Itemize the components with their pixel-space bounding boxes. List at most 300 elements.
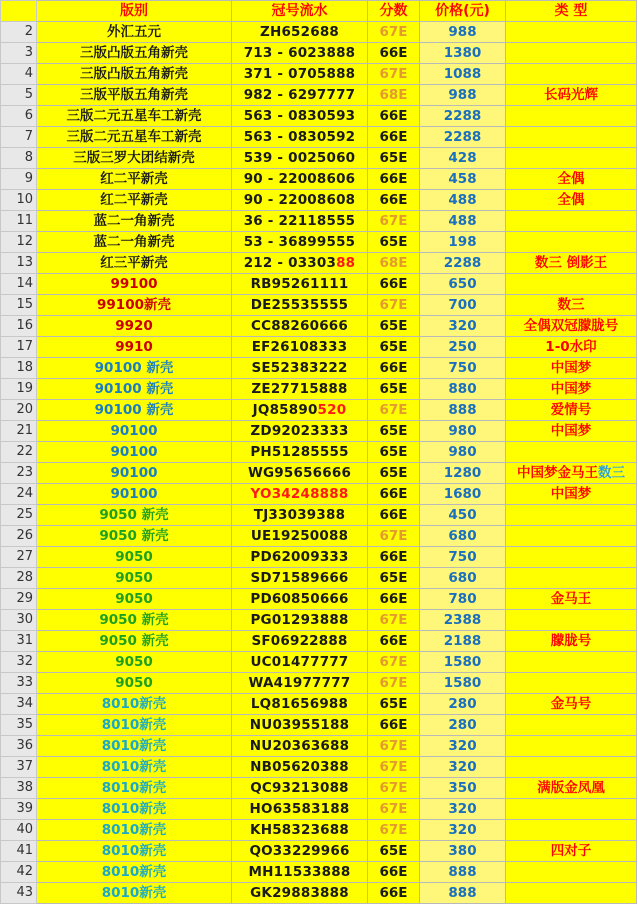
row-number[interactable]: 35 bbox=[1, 715, 37, 736]
row-number[interactable]: 39 bbox=[1, 799, 37, 820]
row-number[interactable]: 38 bbox=[1, 778, 37, 799]
cell-score[interactable]: 67E bbox=[368, 652, 420, 673]
cell-price[interactable]: 1580 bbox=[420, 652, 506, 673]
row-number[interactable]: 14 bbox=[1, 274, 37, 295]
cell-price[interactable]: 458 bbox=[420, 169, 506, 190]
cell-category[interactable] bbox=[506, 841, 637, 862]
cell-score[interactable]: 65E bbox=[368, 568, 420, 589]
cell-price[interactable]: 488 bbox=[420, 211, 506, 232]
cell-serial[interactable] bbox=[232, 211, 368, 232]
cell-type[interactable]: 三版三罗大团结新壳 bbox=[37, 148, 232, 169]
cell-price[interactable]: 680 bbox=[420, 568, 506, 589]
cell-serial[interactable] bbox=[232, 106, 368, 127]
row-number[interactable]: 31 bbox=[1, 631, 37, 652]
table-row bbox=[1, 757, 637, 778]
cell-category[interactable] bbox=[506, 862, 637, 883]
cell-category[interactable] bbox=[506, 694, 637, 715]
row-number[interactable]: 24 bbox=[1, 484, 37, 505]
table-row bbox=[1, 400, 637, 421]
cell-score[interactable]: 66E bbox=[368, 505, 420, 526]
cell-score[interactable]: 67E bbox=[368, 757, 420, 778]
cell-score[interactable]: 67E bbox=[368, 736, 420, 757]
cell-price[interactable]: 350 bbox=[420, 778, 506, 799]
cell-serial[interactable] bbox=[232, 484, 368, 505]
cell-type[interactable]: 90100 bbox=[37, 463, 232, 484]
cell-type[interactable]: 90100 新壳 bbox=[37, 379, 232, 400]
row-number[interactable]: 4 bbox=[1, 64, 37, 85]
cell-serial[interactable] bbox=[232, 400, 368, 421]
row-number[interactable]: 11 bbox=[1, 211, 37, 232]
cell-type[interactable]: 9910 bbox=[37, 337, 232, 358]
cell-category[interactable] bbox=[506, 673, 637, 694]
cell-price[interactable]: 280 bbox=[420, 694, 506, 715]
cell-price[interactable]: 980 bbox=[420, 442, 506, 463]
cell-serial[interactable] bbox=[232, 568, 368, 589]
cell-category[interactable] bbox=[506, 631, 637, 652]
cell-category[interactable] bbox=[506, 43, 637, 64]
cell-category[interactable] bbox=[506, 568, 637, 589]
cell-price[interactable]: 988 bbox=[420, 22, 506, 43]
cell-price[interactable]: 320 bbox=[420, 799, 506, 820]
cell-category[interactable] bbox=[506, 610, 637, 631]
cell-category[interactable] bbox=[506, 232, 637, 253]
cell-score[interactable]: 67E bbox=[368, 64, 420, 85]
row-number[interactable]: 15 bbox=[1, 295, 37, 316]
row-number[interactable]: 2 bbox=[1, 22, 37, 43]
cell-price[interactable]: 280 bbox=[420, 715, 506, 736]
row-number[interactable]: 41 bbox=[1, 841, 37, 862]
cell-price[interactable]: 428 bbox=[420, 148, 506, 169]
cell-score[interactable]: 68E bbox=[368, 253, 420, 274]
cell-category[interactable] bbox=[506, 526, 637, 547]
cell-serial[interactable] bbox=[232, 589, 368, 610]
cell-serial[interactable] bbox=[232, 526, 368, 547]
row-header-corner[interactable] bbox=[1, 1, 37, 22]
cell-score[interactable]: 66E bbox=[368, 631, 420, 652]
cell-price[interactable]: 1280 bbox=[420, 463, 506, 484]
cell-type[interactable]: 9050 bbox=[37, 568, 232, 589]
cell-serial[interactable] bbox=[232, 841, 368, 862]
cell-score[interactable]: 66E bbox=[368, 169, 420, 190]
cell-type[interactable]: 9050 新壳 bbox=[37, 526, 232, 547]
cell-price[interactable]: 320 bbox=[420, 757, 506, 778]
cell-type[interactable]: 蓝二一角新壳 bbox=[37, 232, 232, 253]
cell-score[interactable]: 67E bbox=[368, 610, 420, 631]
category-text: 满版金凤凰 bbox=[537, 780, 605, 796]
cell-price[interactable]: 780 bbox=[420, 589, 506, 610]
cell-serial[interactable] bbox=[232, 715, 368, 736]
cell-type[interactable]: 8010新壳 bbox=[37, 778, 232, 799]
serial-text: 713 - 6023888 bbox=[243, 45, 356, 61]
row-number[interactable]: 19 bbox=[1, 379, 37, 400]
row-number[interactable]: 7 bbox=[1, 127, 37, 148]
cell-type[interactable]: 外汇五元 bbox=[37, 22, 232, 43]
cell-category[interactable] bbox=[506, 148, 637, 169]
cell-serial[interactable] bbox=[232, 883, 368, 904]
cell-score[interactable]: 65E bbox=[368, 463, 420, 484]
row-number[interactable]: 28 bbox=[1, 568, 37, 589]
cell-category[interactable] bbox=[506, 715, 637, 736]
cell-price[interactable]: 2288 bbox=[420, 106, 506, 127]
cell-serial[interactable] bbox=[232, 379, 368, 400]
cell-type[interactable]: 99100 bbox=[37, 274, 232, 295]
cell-category[interactable] bbox=[506, 358, 637, 379]
cell-score[interactable]: 67E bbox=[368, 820, 420, 841]
row-number[interactable]: 5 bbox=[1, 85, 37, 106]
cell-score[interactable]: 66E bbox=[368, 274, 420, 295]
cell-type[interactable]: 8010新壳 bbox=[37, 862, 232, 883]
cell-type[interactable]: 8010新壳 bbox=[37, 757, 232, 778]
cell-score[interactable]: 66E bbox=[368, 358, 420, 379]
cell-serial[interactable] bbox=[232, 778, 368, 799]
row-number[interactable]: 6 bbox=[1, 106, 37, 127]
cell-price[interactable]: 380 bbox=[420, 841, 506, 862]
cell-price[interactable]: 680 bbox=[420, 526, 506, 547]
cell-price[interactable]: 250 bbox=[420, 337, 506, 358]
cell-category[interactable] bbox=[506, 421, 637, 442]
row-number[interactable]: 17 bbox=[1, 337, 37, 358]
cell-serial[interactable] bbox=[232, 358, 368, 379]
cell-score[interactable]: 66E bbox=[368, 127, 420, 148]
serial-text: PD62009333 bbox=[250, 549, 349, 565]
row-number[interactable]: 37 bbox=[1, 757, 37, 778]
cell-score[interactable]: 66E bbox=[368, 43, 420, 64]
serial-text: JQ85890 bbox=[252, 402, 318, 418]
cell-price[interactable]: 1088 bbox=[420, 64, 506, 85]
cell-score[interactable]: 66E bbox=[368, 589, 420, 610]
cell-category[interactable] bbox=[506, 799, 637, 820]
row-number[interactable]: 10 bbox=[1, 190, 37, 211]
cell-type[interactable]: 8010新壳 bbox=[37, 715, 232, 736]
cell-type[interactable]: 8010新壳 bbox=[37, 799, 232, 820]
table-row bbox=[1, 652, 637, 673]
serial-text: QO33229966 bbox=[249, 843, 350, 859]
cell-serial[interactable] bbox=[232, 694, 368, 715]
cell-score[interactable]: 66E bbox=[368, 484, 420, 505]
row-number[interactable]: 29 bbox=[1, 589, 37, 610]
cell-score[interactable]: 66E bbox=[368, 883, 420, 904]
table-row bbox=[1, 694, 637, 715]
cell-price[interactable]: 2388 bbox=[420, 610, 506, 631]
table-row bbox=[1, 883, 637, 904]
table-row bbox=[1, 673, 637, 694]
table-row bbox=[1, 778, 637, 799]
cell-price[interactable]: 198 bbox=[420, 232, 506, 253]
cell-category[interactable] bbox=[506, 589, 637, 610]
cell-category[interactable] bbox=[506, 316, 637, 337]
cell-score[interactable]: 67E bbox=[368, 799, 420, 820]
cell-category[interactable] bbox=[506, 274, 637, 295]
cell-score[interactable]: 66E bbox=[368, 862, 420, 883]
cell-score[interactable]: 67E bbox=[368, 778, 420, 799]
cell-price[interactable]: 2288 bbox=[420, 127, 506, 148]
cell-serial[interactable] bbox=[232, 22, 368, 43]
cell-type[interactable]: 90100 bbox=[37, 421, 232, 442]
cell-type[interactable]: 90100 bbox=[37, 484, 232, 505]
row-number[interactable]: 23 bbox=[1, 463, 37, 484]
cell-category[interactable] bbox=[506, 190, 637, 211]
table-row bbox=[1, 589, 637, 610]
cell-serial[interactable] bbox=[232, 862, 368, 883]
cell-score[interactable]: 67E bbox=[368, 673, 420, 694]
cell-category[interactable] bbox=[506, 253, 637, 274]
cell-score[interactable]: 66E bbox=[368, 106, 420, 127]
cell-type[interactable]: 9050 新壳 bbox=[37, 610, 232, 631]
serial-text: NU20363688 bbox=[249, 738, 350, 754]
cell-type[interactable]: 9050 新壳 bbox=[37, 631, 232, 652]
cell-type[interactable]: 三版二元五星车工新壳 bbox=[37, 127, 232, 148]
cell-type[interactable]: 8010新壳 bbox=[37, 736, 232, 757]
cell-serial[interactable] bbox=[232, 673, 368, 694]
table-row bbox=[1, 421, 637, 442]
cell-price[interactable]: 450 bbox=[420, 505, 506, 526]
cell-type[interactable]: 99100新壳 bbox=[37, 295, 232, 316]
row-number[interactable]: 27 bbox=[1, 547, 37, 568]
cell-price[interactable]: 700 bbox=[420, 295, 506, 316]
cell-category[interactable] bbox=[506, 505, 637, 526]
header-serial[interactable]: 冠号流水 bbox=[232, 1, 368, 22]
cell-category[interactable] bbox=[506, 337, 637, 358]
cell-score[interactable]: 65E bbox=[368, 421, 420, 442]
cell-price[interactable]: 320 bbox=[420, 820, 506, 841]
category-text: 中国梦 bbox=[550, 486, 592, 502]
row-number[interactable]: 42 bbox=[1, 862, 37, 883]
cell-type[interactable]: 红二平新壳 bbox=[37, 169, 232, 190]
cell-serial[interactable] bbox=[232, 463, 368, 484]
cell-score[interactable]: 65E bbox=[368, 442, 420, 463]
cell-price[interactable]: 320 bbox=[420, 316, 506, 337]
serial-text: TJ33039388 bbox=[253, 507, 346, 523]
cell-score[interactable]: 67E bbox=[368, 526, 420, 547]
cell-score[interactable]: 66E bbox=[368, 715, 420, 736]
cell-score[interactable]: 67E bbox=[368, 22, 420, 43]
row-number[interactable]: 36 bbox=[1, 736, 37, 757]
cell-score[interactable]: 65E bbox=[368, 148, 420, 169]
cell-price[interactable]: 1680 bbox=[420, 484, 506, 505]
cell-serial[interactable] bbox=[232, 652, 368, 673]
row-number[interactable]: 34 bbox=[1, 694, 37, 715]
serial-text: 53 - 36899555 bbox=[243, 234, 356, 250]
cell-price[interactable]: 2288 bbox=[420, 253, 506, 274]
cell-score[interactable]: 65E bbox=[368, 694, 420, 715]
cell-category[interactable] bbox=[506, 652, 637, 673]
cell-type[interactable]: 9050 bbox=[37, 589, 232, 610]
cell-serial[interactable] bbox=[232, 64, 368, 85]
table-row bbox=[1, 127, 637, 148]
cell-price[interactable]: 1380 bbox=[420, 43, 506, 64]
cell-serial[interactable] bbox=[232, 127, 368, 148]
cell-category[interactable] bbox=[506, 379, 637, 400]
cell-price[interactable]: 1580 bbox=[420, 673, 506, 694]
cell-score[interactable]: 67E bbox=[368, 295, 420, 316]
cell-type[interactable]: 90100 bbox=[37, 442, 232, 463]
cell-category[interactable] bbox=[506, 64, 637, 85]
table-row bbox=[1, 379, 637, 400]
cell-type[interactable]: 90100 新壳 bbox=[37, 358, 232, 379]
cell-type[interactable]: 红三平新壳 bbox=[37, 253, 232, 274]
cell-serial[interactable] bbox=[232, 631, 368, 652]
row-number[interactable]: 40 bbox=[1, 820, 37, 841]
cell-score[interactable]: 65E bbox=[368, 337, 420, 358]
cell-type[interactable]: 90100 新壳 bbox=[37, 400, 232, 421]
cell-category[interactable] bbox=[506, 169, 637, 190]
row-number[interactable]: 25 bbox=[1, 505, 37, 526]
cell-category[interactable] bbox=[506, 883, 637, 904]
serial-text: 90 - 22008606 bbox=[243, 171, 356, 187]
row-number[interactable]: 8 bbox=[1, 148, 37, 169]
serial-text: 36 - 22118555 bbox=[243, 213, 356, 229]
row-number[interactable]: 12 bbox=[1, 232, 37, 253]
cell-price[interactable]: 888 bbox=[420, 400, 506, 421]
table-row bbox=[1, 631, 637, 652]
cell-score[interactable]: 65E bbox=[368, 232, 420, 253]
category-text: 中国梦 bbox=[550, 360, 592, 376]
header-category[interactable]: 类 型 bbox=[506, 1, 637, 22]
row-number[interactable]: 13 bbox=[1, 253, 37, 274]
cell-category[interactable] bbox=[506, 106, 637, 127]
cell-serial[interactable] bbox=[232, 316, 368, 337]
cell-price[interactable]: 750 bbox=[420, 547, 506, 568]
header-type[interactable]: 版别 bbox=[37, 1, 232, 22]
cell-price[interactable]: 988 bbox=[420, 85, 506, 106]
cell-category[interactable] bbox=[506, 442, 637, 463]
cell-serial[interactable] bbox=[232, 442, 368, 463]
table-row bbox=[1, 232, 637, 253]
serial-text: NU03955188 bbox=[249, 717, 350, 733]
header-score[interactable]: 分数 bbox=[368, 1, 420, 22]
cell-serial[interactable] bbox=[232, 421, 368, 442]
row-number[interactable]: 18 bbox=[1, 358, 37, 379]
cell-type[interactable]: 红二平新壳 bbox=[37, 190, 232, 211]
cell-price[interactable]: 880 bbox=[420, 379, 506, 400]
cell-type[interactable]: 三版二元五星车工新壳 bbox=[37, 106, 232, 127]
cell-serial[interactable] bbox=[232, 43, 368, 64]
cell-serial[interactable] bbox=[232, 757, 368, 778]
row-number[interactable]: 43 bbox=[1, 883, 37, 904]
cell-serial[interactable] bbox=[232, 148, 368, 169]
cell-serial[interactable] bbox=[232, 547, 368, 568]
cell-category[interactable] bbox=[506, 484, 637, 505]
table-row bbox=[1, 568, 637, 589]
cell-serial[interactable] bbox=[232, 274, 368, 295]
serial-text: MH11533888 bbox=[248, 864, 351, 880]
cell-type[interactable]: 8010新壳 bbox=[37, 820, 232, 841]
cell-type[interactable]: 8010新壳 bbox=[37, 694, 232, 715]
table-row bbox=[1, 442, 637, 463]
table-row bbox=[1, 211, 637, 232]
cell-score[interactable]: 67E bbox=[368, 211, 420, 232]
cell-serial[interactable] bbox=[232, 253, 368, 274]
row-number[interactable]: 16 bbox=[1, 316, 37, 337]
cell-price[interactable]: 488 bbox=[420, 190, 506, 211]
cell-serial[interactable] bbox=[232, 736, 368, 757]
cell-serial[interactable] bbox=[232, 337, 368, 358]
cell-category[interactable] bbox=[506, 22, 637, 43]
cell-score[interactable]: 68E bbox=[368, 85, 420, 106]
cell-type[interactable]: 8010新壳 bbox=[37, 841, 232, 862]
cell-type[interactable]: 8010新壳 bbox=[37, 883, 232, 904]
cell-category[interactable] bbox=[506, 736, 637, 757]
category-text: 金马王 bbox=[550, 591, 592, 607]
cell-type[interactable]: 三版凸版五角新壳 bbox=[37, 64, 232, 85]
cell-serial[interactable] bbox=[232, 820, 368, 841]
cell-serial[interactable] bbox=[232, 610, 368, 631]
cell-type[interactable]: 9050 bbox=[37, 673, 232, 694]
cell-serial[interactable] bbox=[232, 169, 368, 190]
row-number[interactable]: 32 bbox=[1, 652, 37, 673]
cell-price[interactable]: 888 bbox=[420, 862, 506, 883]
cell-serial[interactable] bbox=[232, 232, 368, 253]
cell-price[interactable]: 650 bbox=[420, 274, 506, 295]
header-price[interactable]: 价格(元) bbox=[420, 1, 506, 22]
cell-serial[interactable] bbox=[232, 295, 368, 316]
serial-text: 90 - 22008608 bbox=[243, 192, 356, 208]
cell-serial[interactable] bbox=[232, 799, 368, 820]
serial-text: ZH652688 bbox=[259, 24, 340, 40]
cell-price[interactable]: 2188 bbox=[420, 631, 506, 652]
cell-serial[interactable] bbox=[232, 190, 368, 211]
cell-category[interactable] bbox=[506, 211, 637, 232]
cell-score[interactable]: 67E bbox=[368, 400, 420, 421]
serial-text: 563 - 0830592 bbox=[243, 129, 356, 145]
cell-type[interactable]: 蓝二一角新壳 bbox=[37, 211, 232, 232]
cell-price[interactable]: 320 bbox=[420, 736, 506, 757]
cell-category[interactable] bbox=[506, 127, 637, 148]
cell-type[interactable]: 9050 新壳 bbox=[37, 505, 232, 526]
cell-category[interactable] bbox=[506, 463, 637, 484]
cell-price[interactable]: 750 bbox=[420, 358, 506, 379]
serial-text: PD60850666 bbox=[250, 591, 349, 607]
category-text: 长码光辉 bbox=[544, 87, 598, 103]
cell-type[interactable]: 三版凸版五角新壳 bbox=[37, 43, 232, 64]
cell-serial[interactable] bbox=[232, 505, 368, 526]
cell-score[interactable]: 65E bbox=[368, 841, 420, 862]
cell-type[interactable]: 三版平版五角新壳 bbox=[37, 85, 232, 106]
row-number[interactable]: 20 bbox=[1, 400, 37, 421]
cell-category[interactable] bbox=[506, 820, 637, 841]
cell-score[interactable]: 66E bbox=[368, 190, 420, 211]
category-text: 中国梦 bbox=[550, 381, 592, 397]
cell-type[interactable]: 9050 bbox=[37, 547, 232, 568]
row-number[interactable]: 30 bbox=[1, 610, 37, 631]
cell-price[interactable]: 980 bbox=[420, 421, 506, 442]
serial-highlight: 520 bbox=[317, 402, 347, 418]
serial-text: GK29883888 bbox=[250, 885, 349, 901]
row-number[interactable]: 22 bbox=[1, 442, 37, 463]
cell-score[interactable]: 65E bbox=[368, 316, 420, 337]
cell-type[interactable]: 9050 bbox=[37, 652, 232, 673]
row-number[interactable]: 33 bbox=[1, 673, 37, 694]
cell-category[interactable] bbox=[506, 757, 637, 778]
cell-category[interactable] bbox=[506, 295, 637, 316]
cell-type[interactable]: 9920 bbox=[37, 316, 232, 337]
cell-category[interactable] bbox=[506, 85, 637, 106]
row-number[interactable]: 9 bbox=[1, 169, 37, 190]
table-row bbox=[1, 22, 637, 43]
row-number[interactable]: 21 bbox=[1, 421, 37, 442]
cell-price[interactable]: 888 bbox=[420, 883, 506, 904]
row-number[interactable]: 3 bbox=[1, 43, 37, 64]
cell-score[interactable]: 65E bbox=[368, 379, 420, 400]
cell-serial[interactable] bbox=[232, 85, 368, 106]
cell-category[interactable] bbox=[506, 400, 637, 421]
table-row bbox=[1, 337, 637, 358]
cell-score[interactable]: 66E bbox=[368, 547, 420, 568]
category-text: 朦胧号 bbox=[550, 633, 592, 649]
row-number[interactable]: 26 bbox=[1, 526, 37, 547]
cell-category[interactable] bbox=[506, 778, 637, 799]
cell-category[interactable] bbox=[506, 547, 637, 568]
